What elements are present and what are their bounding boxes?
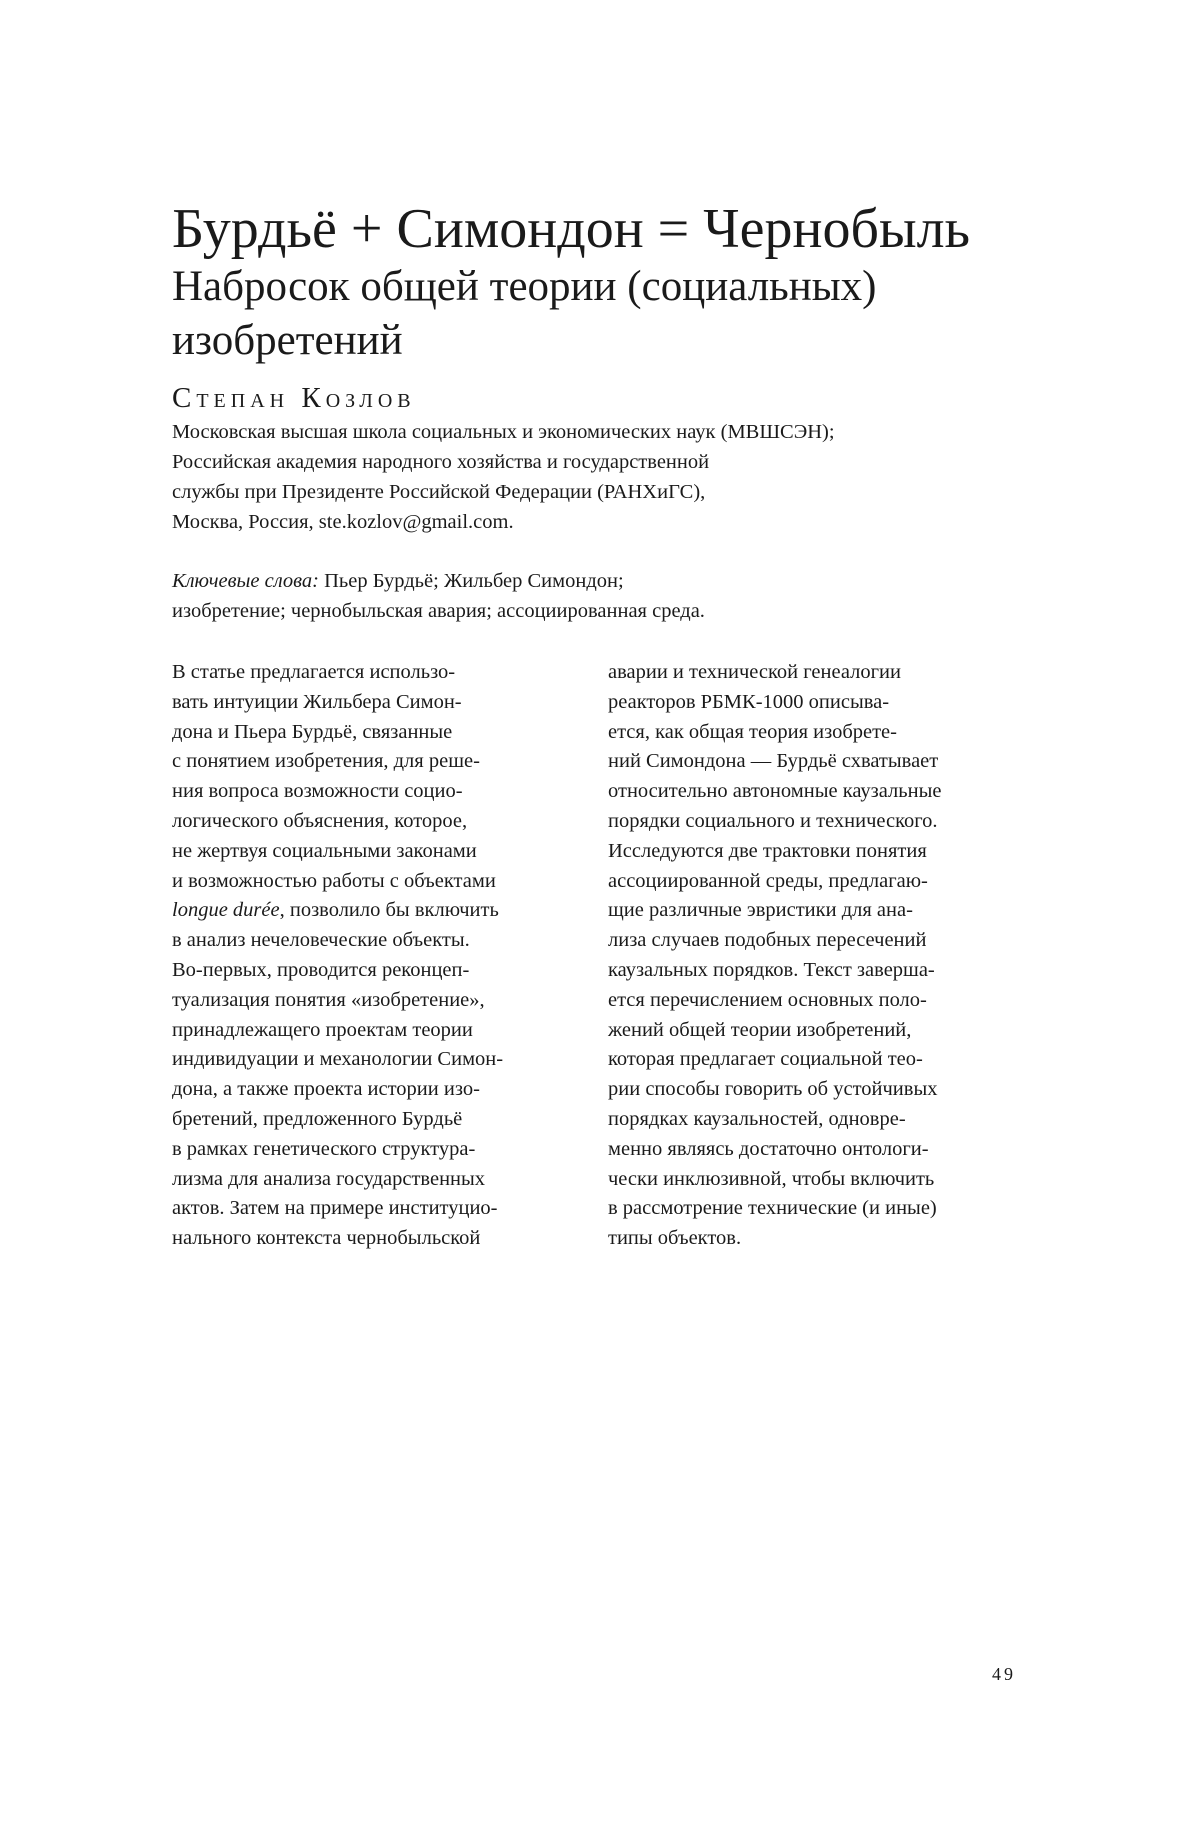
abstract-line-tail: , позволило бы включить: [279, 899, 499, 922]
page-number: 49: [992, 1664, 1016, 1684]
abstract-line: жений общей теории изобретений,: [608, 1018, 912, 1041]
abstract-line: индивидуации и механологии Симон-: [172, 1048, 504, 1071]
abstract-line: ется перечислением основных поло-: [608, 988, 927, 1011]
abstract-line: чески инклюзивной, чтобы включить: [608, 1167, 935, 1190]
abstract-line: ется, как общая теория изобрете-: [608, 720, 897, 743]
abstract-line: типы объектов.: [608, 1227, 742, 1250]
keywords-block: [172, 566, 1052, 626]
abstract-line: Во-первых, проводится реконцеп-: [172, 958, 470, 981]
latin-term: longue durée: [172, 899, 280, 922]
abstract-line: с понятием изобретения, для реше-: [172, 750, 480, 773]
abstract-line: и возможностью работы с объектами: [172, 869, 496, 892]
affiliation-line: Московская высшая школа социальных и экономических наук (МВШСЭН);: [172, 421, 835, 443]
abstract-line: не жертвуя социальными законами: [172, 839, 477, 862]
abstract-line: Исследуются две трактовки понятия: [608, 839, 927, 862]
affiliation-line: Российская академия народного хозяйства и государственной: [172, 451, 710, 473]
abstract-line: порядках каузальностей, одновре-: [608, 1107, 906, 1130]
abstract-line: логического объяснения, которое,: [172, 809, 468, 832]
abstract-line: менно являясь достаточно онтологи-: [608, 1137, 929, 1160]
abstract-line: дона, а также проекта истории изо-: [172, 1078, 480, 1101]
author-affiliation: [172, 417, 1052, 537]
abstract-line: лиза случаев подобных пересечений: [608, 929, 927, 952]
affiliation-line: службы при Президенте Российской Федерации (РАНХиГС),: [172, 481, 706, 503]
abstract-right-column: [608, 658, 1008, 1254]
abstract-line: [172, 896, 572, 926]
article-subtitle: Набросок общей теории (социальных) изобретений: [172, 263, 877, 364]
abstract-line: дона и Пьера Бурдьё, связанные: [172, 720, 453, 743]
affiliation-line: Москва, Россия, ste.kozlov@gmail.com.: [172, 511, 514, 533]
article-title: Бурдьё + Симондон = Чернобыль: [172, 198, 971, 260]
abstract-line: щие различные эвристики для ана-: [608, 899, 913, 922]
abstract-line: в рамках генетического структура-: [172, 1137, 476, 1160]
abstract-line: реакторов РБМК-1000 описыва-: [608, 690, 890, 713]
abstract-line: лизма для анализа государственных: [172, 1167, 486, 1190]
keywords-line: [172, 566, 1052, 596]
abstract-line: нального контекста чернобыльской: [172, 1227, 481, 1250]
abstract-line: бретений, предложенного Бурдьё: [172, 1107, 463, 1130]
keywords-text: Пьер Бурдьё; Жильбер Симондон;: [319, 570, 624, 592]
keywords-line: изобретение; чернобыльская авария; ассоциированная среда.: [172, 600, 705, 622]
abstract-line: аварии и технической генеалогии: [608, 661, 901, 683]
abstract-line: принадлежащего проектам теории: [172, 1018, 473, 1041]
abstract-line: в рассмотрение технические (и иные): [608, 1197, 937, 1220]
abstract-line: каузальных порядков. Текст заверша-: [608, 958, 935, 981]
abstract-line: относительно автономные каузальные: [608, 780, 942, 803]
abstract-line: ний Симондона — Бурдьё схватывает: [608, 750, 939, 773]
abstract-left-column: [172, 658, 572, 1254]
abstract-line: вать интуиции Жильбера Симон-: [172, 690, 462, 713]
abstract-line: в анализ нечеловеческие объекты.: [172, 929, 470, 952]
abstract-line: которая предлагает социальной тео-: [608, 1048, 923, 1071]
abstract-line: рии способы говорить об устойчивых: [608, 1078, 938, 1101]
keywords-label: Ключевые слова:: [172, 570, 319, 592]
abstract-line: актов. Затем на примере институцио-: [172, 1197, 498, 1220]
author-name: Степан Козлов: [172, 382, 416, 414]
abstract-line: туализация понятия «изобретение»,: [172, 988, 485, 1011]
abstract-line: ния вопроса возможности социо-: [172, 780, 463, 803]
abstract-line: ассоциированной среды, предлагаю-: [608, 869, 928, 892]
abstract-line: порядки социального и технического.: [608, 809, 938, 832]
abstract-line: В статье предлагается использо-: [172, 661, 456, 683]
